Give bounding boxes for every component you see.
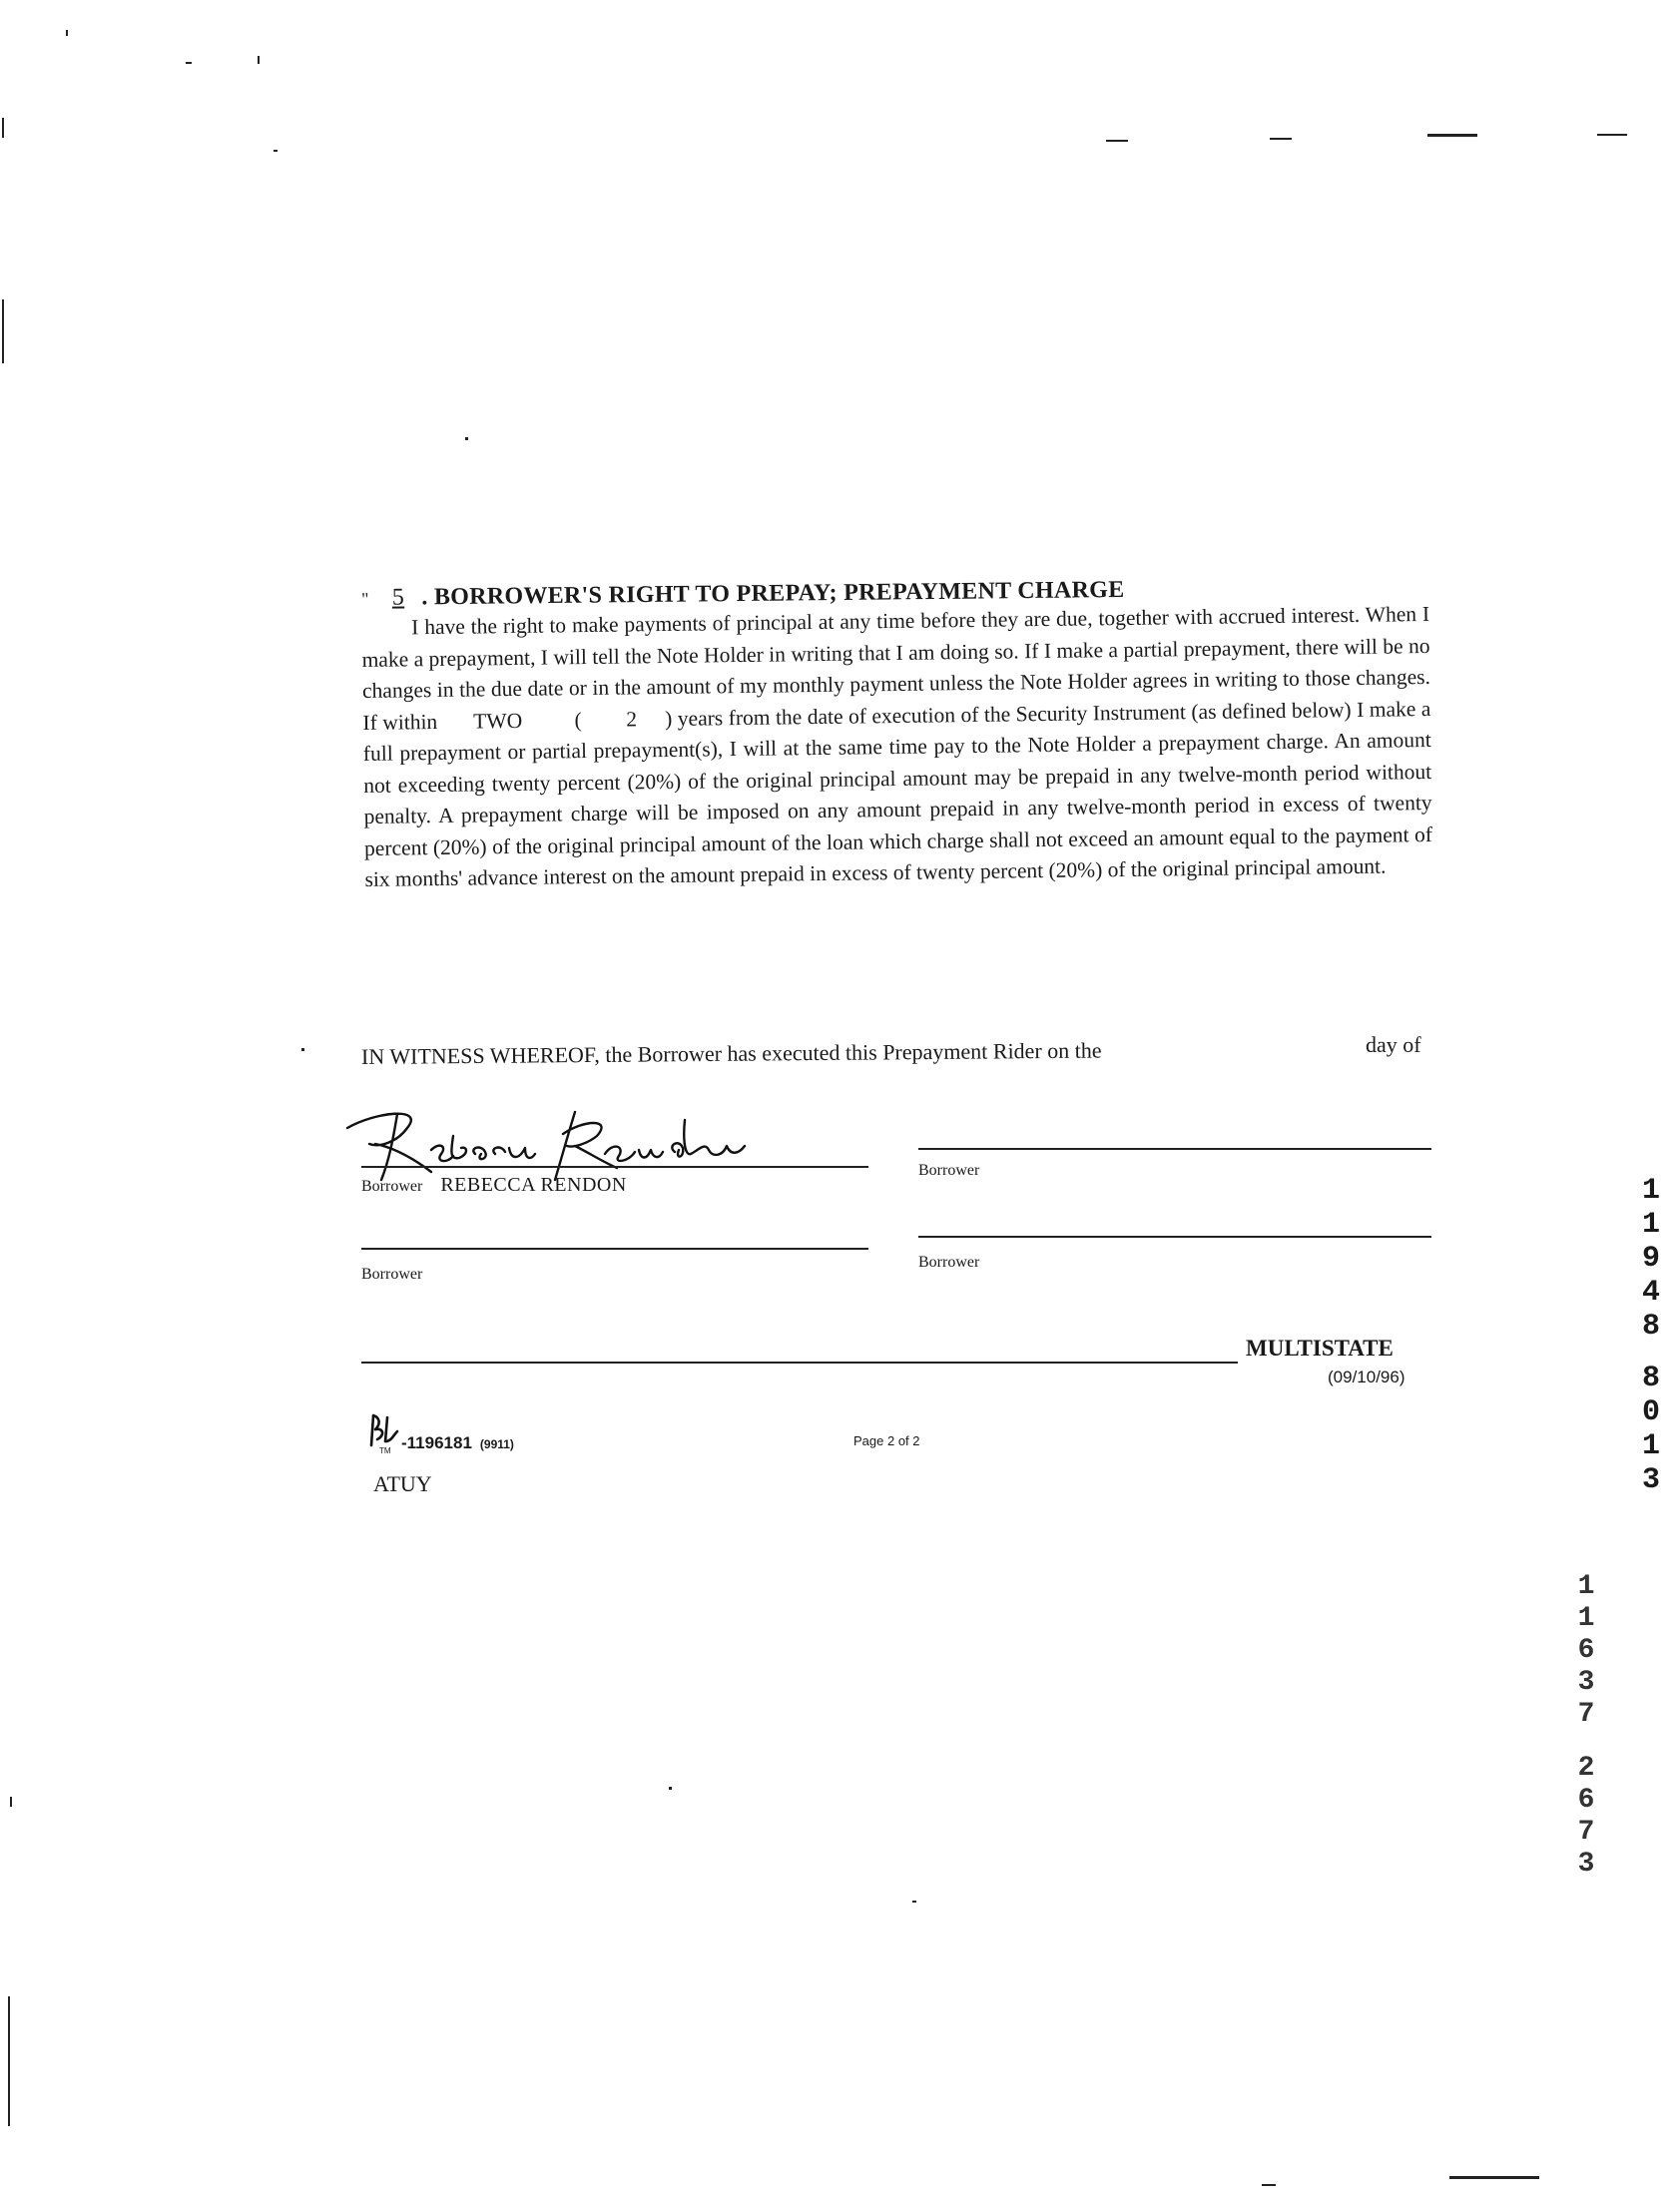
scan-speck (1270, 138, 1292, 140)
page-number: Page 2 of 2 (853, 1433, 920, 1448)
form-rule (361, 1362, 1238, 1364)
code-digit: 1 (1641, 1429, 1660, 1463)
code-digit: 8 (1641, 1362, 1660, 1395)
borrower-label: Borrower (918, 1162, 980, 1179)
code-digit: 1 (1577, 1603, 1595, 1634)
code-digit: 4 (1641, 1276, 1660, 1310)
scan-speck (186, 62, 192, 64)
code-digit: 3 (1641, 1463, 1660, 1497)
scan-speck (465, 437, 468, 440)
margin-code (1573, 1753, 1599, 1881)
code-digit: 0 (1641, 1395, 1660, 1429)
section-mark: " (360, 588, 369, 609)
section-title: . BORROWER'S RIGHT TO PREPAY; PREPAYMENT CHARGE (421, 576, 1125, 611)
scan-speck (2, 299, 4, 363)
witness-statement: IN WITNESS WHEREOF, the Borrower has executed this Prepayment Rider on the (360, 1037, 1102, 1069)
form-date: (09/10/96) (1328, 1368, 1405, 1386)
borrower-label: Borrower (361, 1266, 423, 1283)
code-digit: 1 (1641, 1174, 1660, 1208)
day-of-label: day of (1366, 1032, 1421, 1057)
years-open-paren: ( (574, 707, 582, 732)
code-digit: 1 (1577, 1571, 1595, 1602)
code-digit: 3 (1577, 1667, 1595, 1698)
form-code: (9911) (479, 1437, 514, 1451)
scan-speck (274, 150, 278, 152)
years-number: 2 (626, 706, 638, 732)
prepayment-paragraph (361, 599, 1433, 895)
borrower-label: Borrower (918, 1254, 980, 1271)
scan-speck (301, 1048, 304, 1051)
margin-code (1637, 1174, 1665, 1497)
scan-speck (8, 1996, 10, 2126)
years-in-words: TWO (473, 708, 523, 734)
multistate-label: MULTISTATE (1246, 1336, 1394, 1361)
borrower-label (361, 1174, 627, 1197)
code-digit: 7 (1577, 1699, 1595, 1730)
scan-speck (1262, 2184, 1276, 2186)
scan-speck (1106, 140, 1128, 142)
margin-code (1573, 1571, 1599, 1731)
form-number (401, 1433, 514, 1453)
scan-speck (912, 1901, 916, 1903)
code-digit: 1 (1641, 1208, 1660, 1242)
signature-line[interactable] (918, 1236, 1431, 1238)
code-digit: 2 (1577, 1753, 1595, 1784)
code-digit: 6 (1577, 1635, 1595, 1666)
scan-speck (66, 30, 68, 36)
signature-line[interactable] (918, 1148, 1431, 1150)
scan-speck (1597, 134, 1627, 136)
paragraph-part2: from the date of execution of the Security Instrument (as defined below) I make a full prepayment or partial prepayment(s), I will at the same time pay to the Note Holder a prepayment charge. An amount not exceeding twenty percent (20%) of the original principal amount may be prepaid in any twelve-month period without penalty. A prepayment charge will be imposed on any amount prepaid in any twelve-month period in excess of twenty percent (20%) of the original principal amount of the loan which charge shall not exceed an amount equal to the payment of six months' advance interest on the amount prepaid in excess of twenty percent (20%) of the original principal amount. (362, 696, 1433, 891)
code-digit: 9 (1641, 1242, 1660, 1276)
form-logo (365, 1411, 403, 1455)
form-number-text: -1196181 (401, 1433, 472, 1452)
years-label: ) years (665, 705, 724, 731)
scan-speck (669, 1787, 672, 1790)
borrower-label-text: Borrower (361, 1178, 423, 1195)
scan-speck (1427, 134, 1477, 137)
signature-line[interactable] (361, 1166, 868, 1168)
section-number: 5 (391, 584, 405, 611)
code-digit: 3 (1577, 1849, 1595, 1880)
code-digit: 7 (1577, 1817, 1595, 1848)
code-digit: 6 (1577, 1785, 1595, 1816)
scan-speck (10, 1797, 12, 1807)
scan-speck (258, 56, 260, 64)
borrower-name: REBECCA RENDON (440, 1174, 627, 1196)
document-code: ATUY (373, 1471, 432, 1496)
svg-text:TM: TM (379, 1446, 391, 1455)
signature-line[interactable] (361, 1248, 868, 1250)
scan-speck (1449, 2176, 1539, 2179)
scan-speck (2, 118, 4, 138)
paragraph-part1: I have the right to make payments of principal at any time before they are due, together with accrued interest. When I make a prepayment, I will tell the Note Holder in writing that I am doing so. If I make a partial prepayment, there will be no changes in the due date or in the amount of my monthly payment unless the Note Holder agrees in writing to those changes. If within (361, 601, 1431, 735)
code-digit: 8 (1641, 1310, 1660, 1344)
